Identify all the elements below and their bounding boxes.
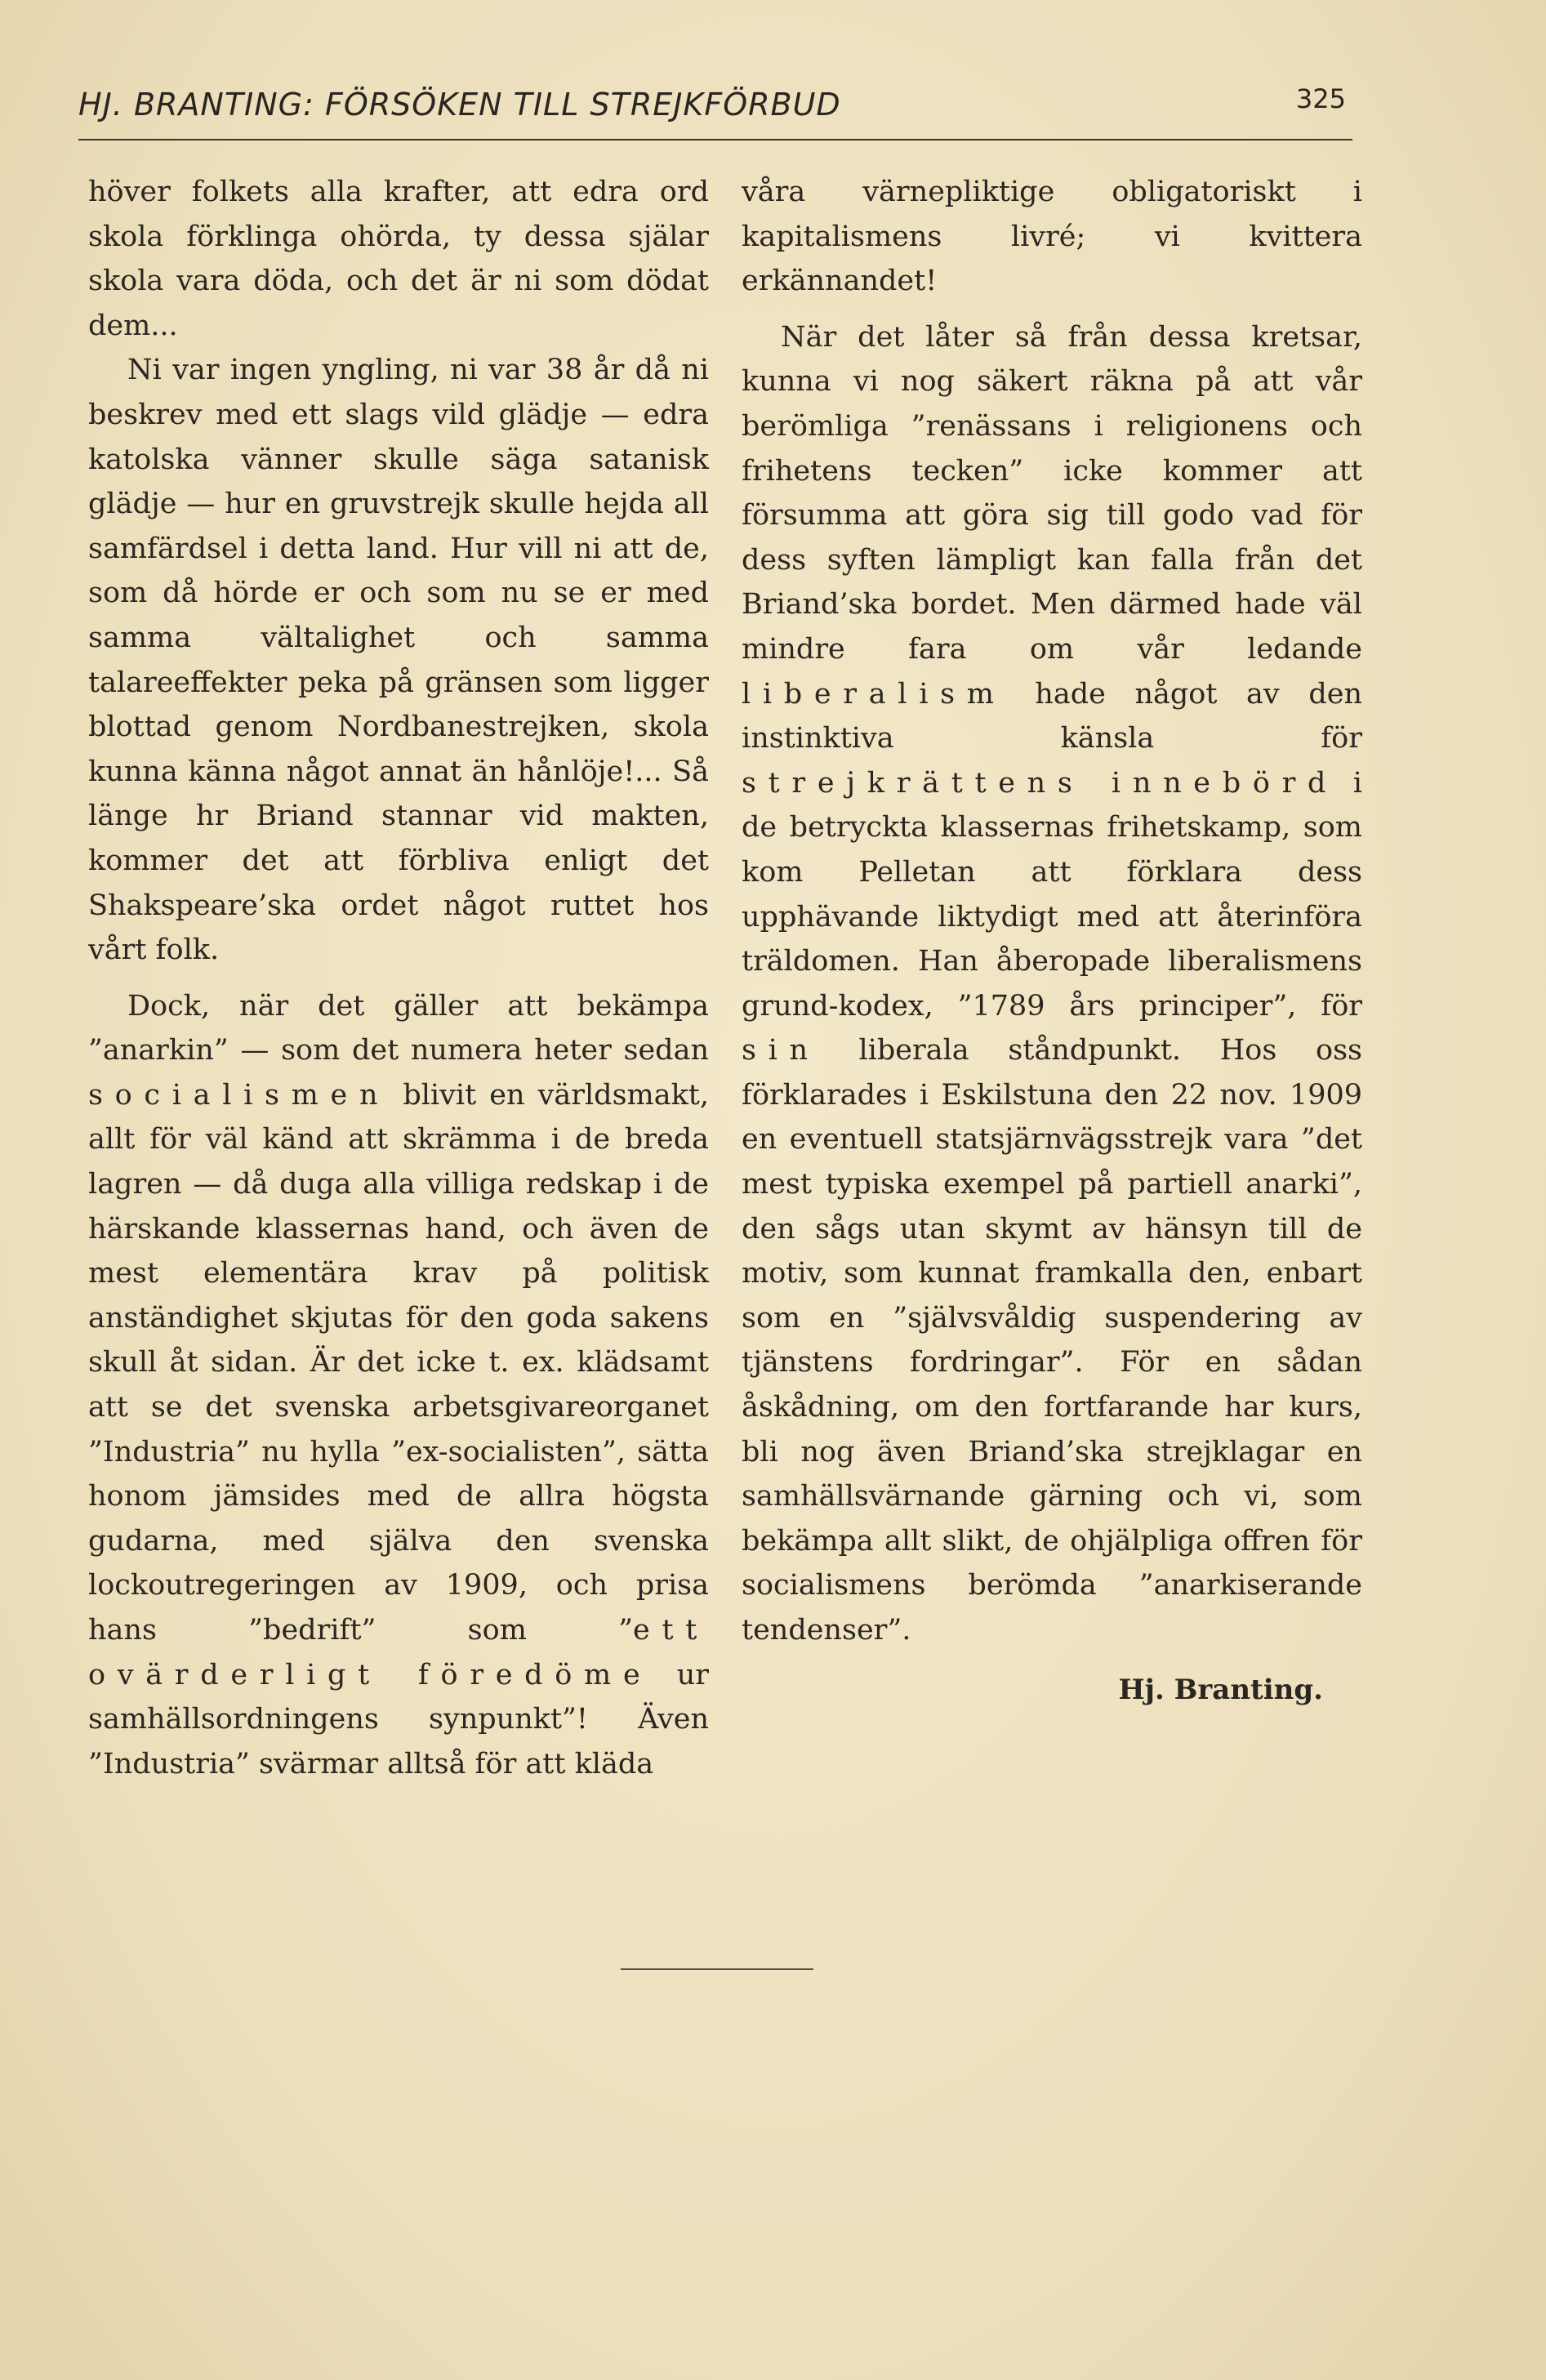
emphasized-text: ett ovärderligt föredöme (88, 1614, 709, 1691)
emphasized-text: strejkrättens innebörd (742, 766, 1339, 800)
left-column (88, 170, 709, 1786)
paragraph-text: höver folkets alla krafter, att edra ord skola förklinga ohörda, ty dessa själar skola vara döda, och det är ni som dödat dem... (88, 176, 709, 342)
paragraph-text: i de betryckta klassernas frihetskamp, som kom Pelletan att förklara dess upphävande liktydigt med att återinföra träldomen. Han åberopade liberalismens grund-kodex, ”1789 års principer”, för (742, 766, 1362, 1023)
running-header (78, 80, 1352, 137)
paragraph-text: våra värnepliktige obligatoriskt i kapitalismens livré; vi kvittera erkännandet! (742, 176, 1362, 298)
paragraph-text: hade något av den instinktiva känsla för (742, 677, 1362, 755)
paragraph-text: liberala ståndpunkt. Hos oss förklarades i Eskilstuna den 22 nov. 1909 en eventuell statsjärnvägsstrejk vara ”det mest typiska exempel på partiell anarki”, den sågs utan skymt av hänsyn till de motiv, som kunnat framkalla den, enbart som en ”självsvåldig suspendering av tjänstens fordringar”. För en sådan åskådning, om den fortfarande har kurs, bli nog även Briand’ska strejklagar en samhällsvärnande gärning och vi, som bekämpa allt slikt, de ohjälpliga offren för socialismens berömda ”anarkiserande tendenser”. (742, 1034, 1362, 1647)
paragraph (88, 348, 709, 972)
end-rule (621, 1968, 813, 1970)
right-column (742, 170, 1362, 1712)
page-number: 325 (1295, 83, 1346, 114)
paragraph-text: När det låter så från dessa kretsar, kunna vi nog säkert räkna på att vår berömliga ”renässans i religionens och frihetens tecken” icke kommer att försumma att göra sig till godo vad för dess syften lämpligt kan falla från det Briand’ska bordet. Men därmed hade väl mindre fara om vår ledande (742, 320, 1362, 666)
paragraph (742, 315, 1362, 1653)
paragraph (742, 170, 1362, 304)
header-rule (78, 139, 1352, 140)
emphasized-text: liberalism (742, 677, 1006, 711)
paragraph-text: ur samhällsordningens synpunkt”! Även ”Industria” svärmar alltså för att kläda (88, 1658, 709, 1781)
paragraph (88, 170, 709, 348)
paragraph (88, 984, 709, 1787)
running-title: HJ. BRANTING: FÖRSÖKEN TILL STREJKFÖRBUD (78, 87, 841, 123)
author-signature: Hj. Branting. (1118, 1673, 1323, 1706)
right-column-body (742, 170, 1362, 1653)
paragraph-text: Ni var ingen yngling, ni var 38 år då ni beskrev med ett slags vild glädje — edra katolska vänner skulle säga satanisk glädje — hur en gruvstrejk skulle hejda all samfärdsel i detta land. Hur vill ni att de, som då hörde er och som nu se er med samma vältalighet och samma talareeffekter peka på gränsen som ligger blottad genom Nordbanestrejken, skola kunna känna något annat än hånlöje!... Så länge hr Briand stannar vid makten, kommer det att förbliva enligt det Shakspeare’ska ordet något ruttet hos vårt folk. (88, 354, 709, 967)
emphasized-text: sin (742, 1034, 820, 1067)
paragraph-text: Dock, när det gäller att bekämpa ”anarkin” — som det numera heter sedan (88, 989, 709, 1067)
paragraph-text: blivit en världsmakt, allt för väl känd att skrämma i de breda lagren — då duga alla villiga redskap i de härskande klassernas hand, och även de mest elementära krav på politisk anständighet skjutas för den goda sakens skull åt sidan. Är det icke t. ex. klädsamt att se det svenska arbetsgivareorganet ”Industria” nu hylla ”ex-socialisten”, sätta honom jämsides med de allra högsta gudarna, med själva den svenska lockoutregeringen av 1909, och prisa hans ”bedrift” som ” (88, 1078, 709, 1647)
emphasized-text: socialismen (88, 1078, 390, 1112)
